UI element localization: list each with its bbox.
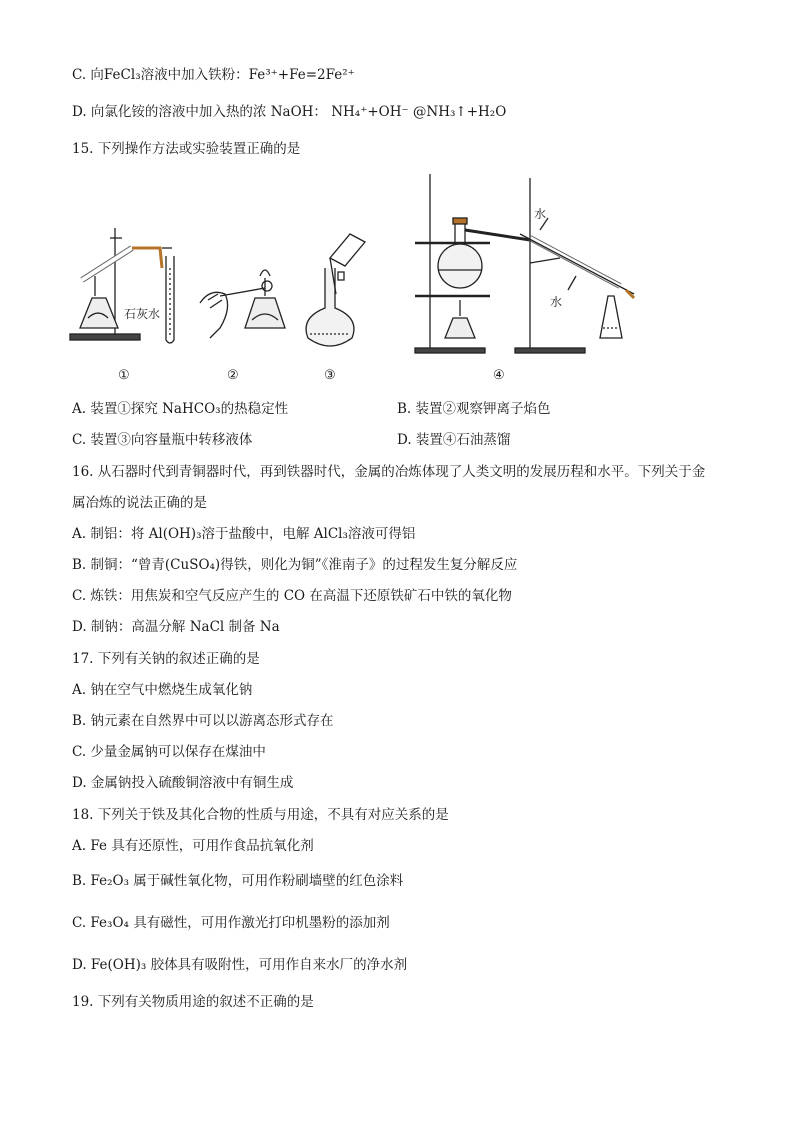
figure-label-1: ① xyxy=(118,368,130,383)
apparatus-1 xyxy=(70,228,174,343)
option-14d: D. 向氯化铵的溶液中加入热的浓 NaOH： NH₄⁺+OH⁻ @NH₃↑+H₂O xyxy=(72,104,507,120)
option-17c: C. 少量金属钠可以保存在煤油中 xyxy=(72,744,266,760)
option-15a: A. 装置①探究 NaHCO₃的热稳定性 xyxy=(72,401,289,417)
question-15: 15. 下列操作方法或实验装置正确的是 xyxy=(72,141,301,157)
question-17: 17. 下列有关钠的叙述正确的是 xyxy=(72,651,260,667)
option-14c: C. 向FeCl₃溶液中加入铁粉：Fe³⁺+Fe=2Fe²⁺ xyxy=(72,67,355,83)
water-out-label: 水 xyxy=(550,295,563,309)
option-18d: D. Fe(OH)₃ 胶体具有吸附性，可用作自来水厂的净水剂 xyxy=(72,957,408,973)
limewater-label: 石灰水 xyxy=(124,307,161,321)
option-17b: B. 钠元素在自然界中可以以游离态形式存在 xyxy=(72,713,334,729)
question-19: 19. 下列有关物质用途的叙述不正确的是 xyxy=(72,994,314,1010)
apparatus-4 xyxy=(415,174,634,353)
apparatus-2 xyxy=(200,270,285,338)
option-16b: B. 制铜：“曾青(CuSO₄)得铁，则化为铜”《淮南子》的过程发生复分解反应 xyxy=(72,557,518,573)
option-16c: C. 炼铁：用焦炭和空气反应产生的 CO 在高温下还原铁矿石中铁的氧化物 xyxy=(72,588,512,604)
option-17d: D. 金属钠投入硫酸铜溶液中有铜生成 xyxy=(72,775,294,791)
lab-apparatus-figure xyxy=(60,168,660,392)
water-in-label: 水 xyxy=(534,207,547,221)
option-18b: B. Fe₂O₃ 属于碱性氧化物，可用作粉刷墙壁的红色涂料 xyxy=(72,873,404,889)
figure-label-3: ③ xyxy=(324,368,336,383)
figure-label-2: ② xyxy=(227,368,239,383)
option-18c: C. Fe₃O₄ 具有磁性，可用作激光打印机墨粉的添加剂 xyxy=(72,915,390,931)
option-16d: D. 制钠：高温分解 NaCl 制备 Na xyxy=(72,619,280,635)
option-17a: A. 钠在空气中燃烧生成氧化钠 xyxy=(72,682,253,698)
figure-label-4: ④ xyxy=(493,368,505,383)
question-16-line2: 属冶炼的说法正确的是 xyxy=(72,495,207,511)
option-15c: C. 装置③向容量瓶中转移液体 xyxy=(72,432,253,448)
question-18: 18. 下列关于铁及其化合物的性质与用途，不具有对应关系的是 xyxy=(72,807,449,823)
question-16-line1: 16. 从石器时代到青铜器时代，再到铁器时代，金属的冶炼体现了人类文明的发展历程和水平。下列关于金 xyxy=(72,464,706,480)
apparatus-3 xyxy=(306,234,365,346)
option-15d: D. 装置④石油蒸馏 xyxy=(397,432,511,448)
option-15b: B. 装置②观察钾离子焰色 xyxy=(397,401,551,417)
option-16a: A. 制铝：将 Al(OH)₃溶于盐酸中，电解 AlCl₃溶液可得铝 xyxy=(72,526,416,542)
option-18a: A. Fe 具有还原性，可用作食品抗氧化剂 xyxy=(72,838,314,854)
